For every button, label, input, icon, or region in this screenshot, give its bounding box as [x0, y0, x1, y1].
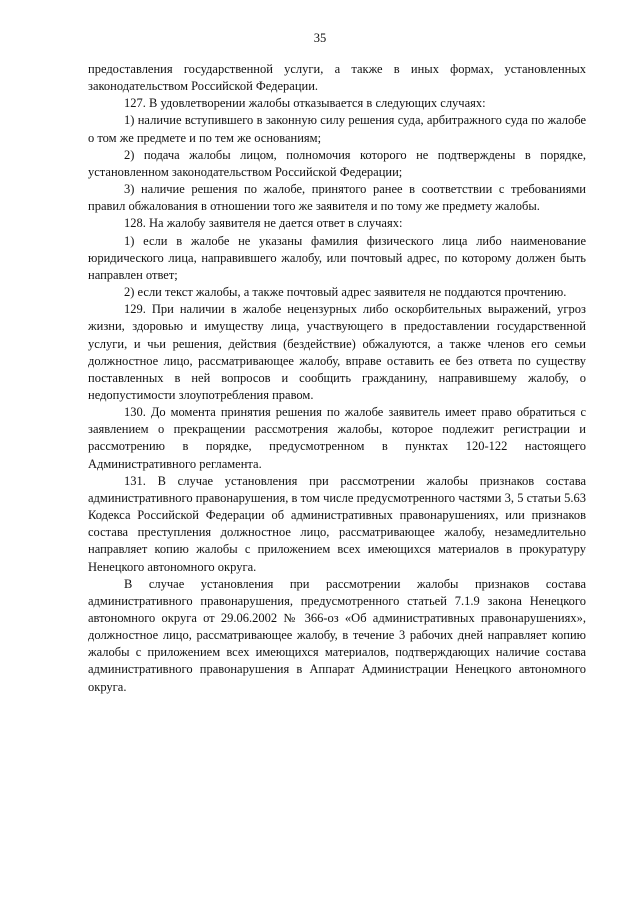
paragraph-12: В случае установления при рассмотрении жалобы признаков состава административного правонарушения, предусмотренного статьей 7.1.9 закона Ненецкого автономного округа от 29.06.2002 № 366-оз «Об административных правонарушениях», должностное лицо, рассматривающее жалобу, в течение 3 рабочих дней направляет копию жалобы с приложением всех имеющихся материалов, подтверждающих наличие состава административного правонарушения в Аппарат Администрации Ненецкого автономного округа. [88, 576, 586, 694]
paragraph-4: 2) подача жалобы лицом, полномочия которого не подтверждены в порядке, установленном законодательством Российской Федерации; [88, 147, 586, 179]
paragraph-6: 128. На жалобу заявителя не дается ответ в случаях: [124, 216, 403, 231]
paragraph-5: 3) наличие решения по жалобе, принятого ранее в соответствии с требованиями правил обжалования в отношении того же заявителя и по тому же предмету жалобы. [88, 182, 586, 214]
paragraph-7: 1) если в жалобе не указаны фамилия физического лица либо наименование юридического лица, направившего жалобу, или почтовый адрес, по которому должен быть направлен ответ; [88, 233, 586, 282]
document-body [88, 61, 586, 696]
paragraph-3: 1) наличие вступившего в законную силу решения суда, арбитражного суда по жалобе о том же предмете и по тем же основаниям; [88, 113, 586, 145]
paragraph-10: 130. До момента принятия решения по жалобе заявитель имеет право обратиться с заявлением о прекращении рассмотрения жалобы, которое подлежит регистрации и рассмотрению в порядке, предусмотренном в пунктах 120-122 настоящего Административного регламента. [88, 405, 586, 471]
paragraph-2: 127. В удовлетворении жалобы отказывается в следующих случаях: [124, 96, 486, 111]
paragraph-8: 2) если текст жалобы, а также почтовый адрес заявителя не поддаются прочтению. [124, 285, 567, 300]
paragraph-9: 129. При наличии в жалобе нецензурных либо оскорбительных выражений, угроз жизни, здоровью и имуществу лица, участвующего в предоставлении государственной услуги, и чьи решения, действия (бездействие) обжалуются, а также членов его семьи должностное лицо, рассматривающее жалобу, вправе оставить ее без ответа по существу поставленных в ней вопросов и сообщить гражданину, направившему жалобу, о недопустимости злоупотребления правом. [88, 302, 586, 402]
paragraph-11: 131. В случае установления при рассмотрении жалобы признаков состава административного правонарушения, в том числе предусмотренного частями 3, 5 статьи 5.63 Кодекса Российской Федерации об административных правонарушениях, или признаков состава преступления должностное лицо, рассматривающее жалобу, незамедлительно направляет копию жалобы с приложением всех имеющихся материалов в прокуратуру Ненецкого автономного округа. [88, 473, 586, 574]
page-number: 35 [313, 31, 327, 45]
paragraph-1: предоставления государственной услуги, а также в иных формах, установленных законодательством Российской Федерации. [88, 62, 586, 94]
